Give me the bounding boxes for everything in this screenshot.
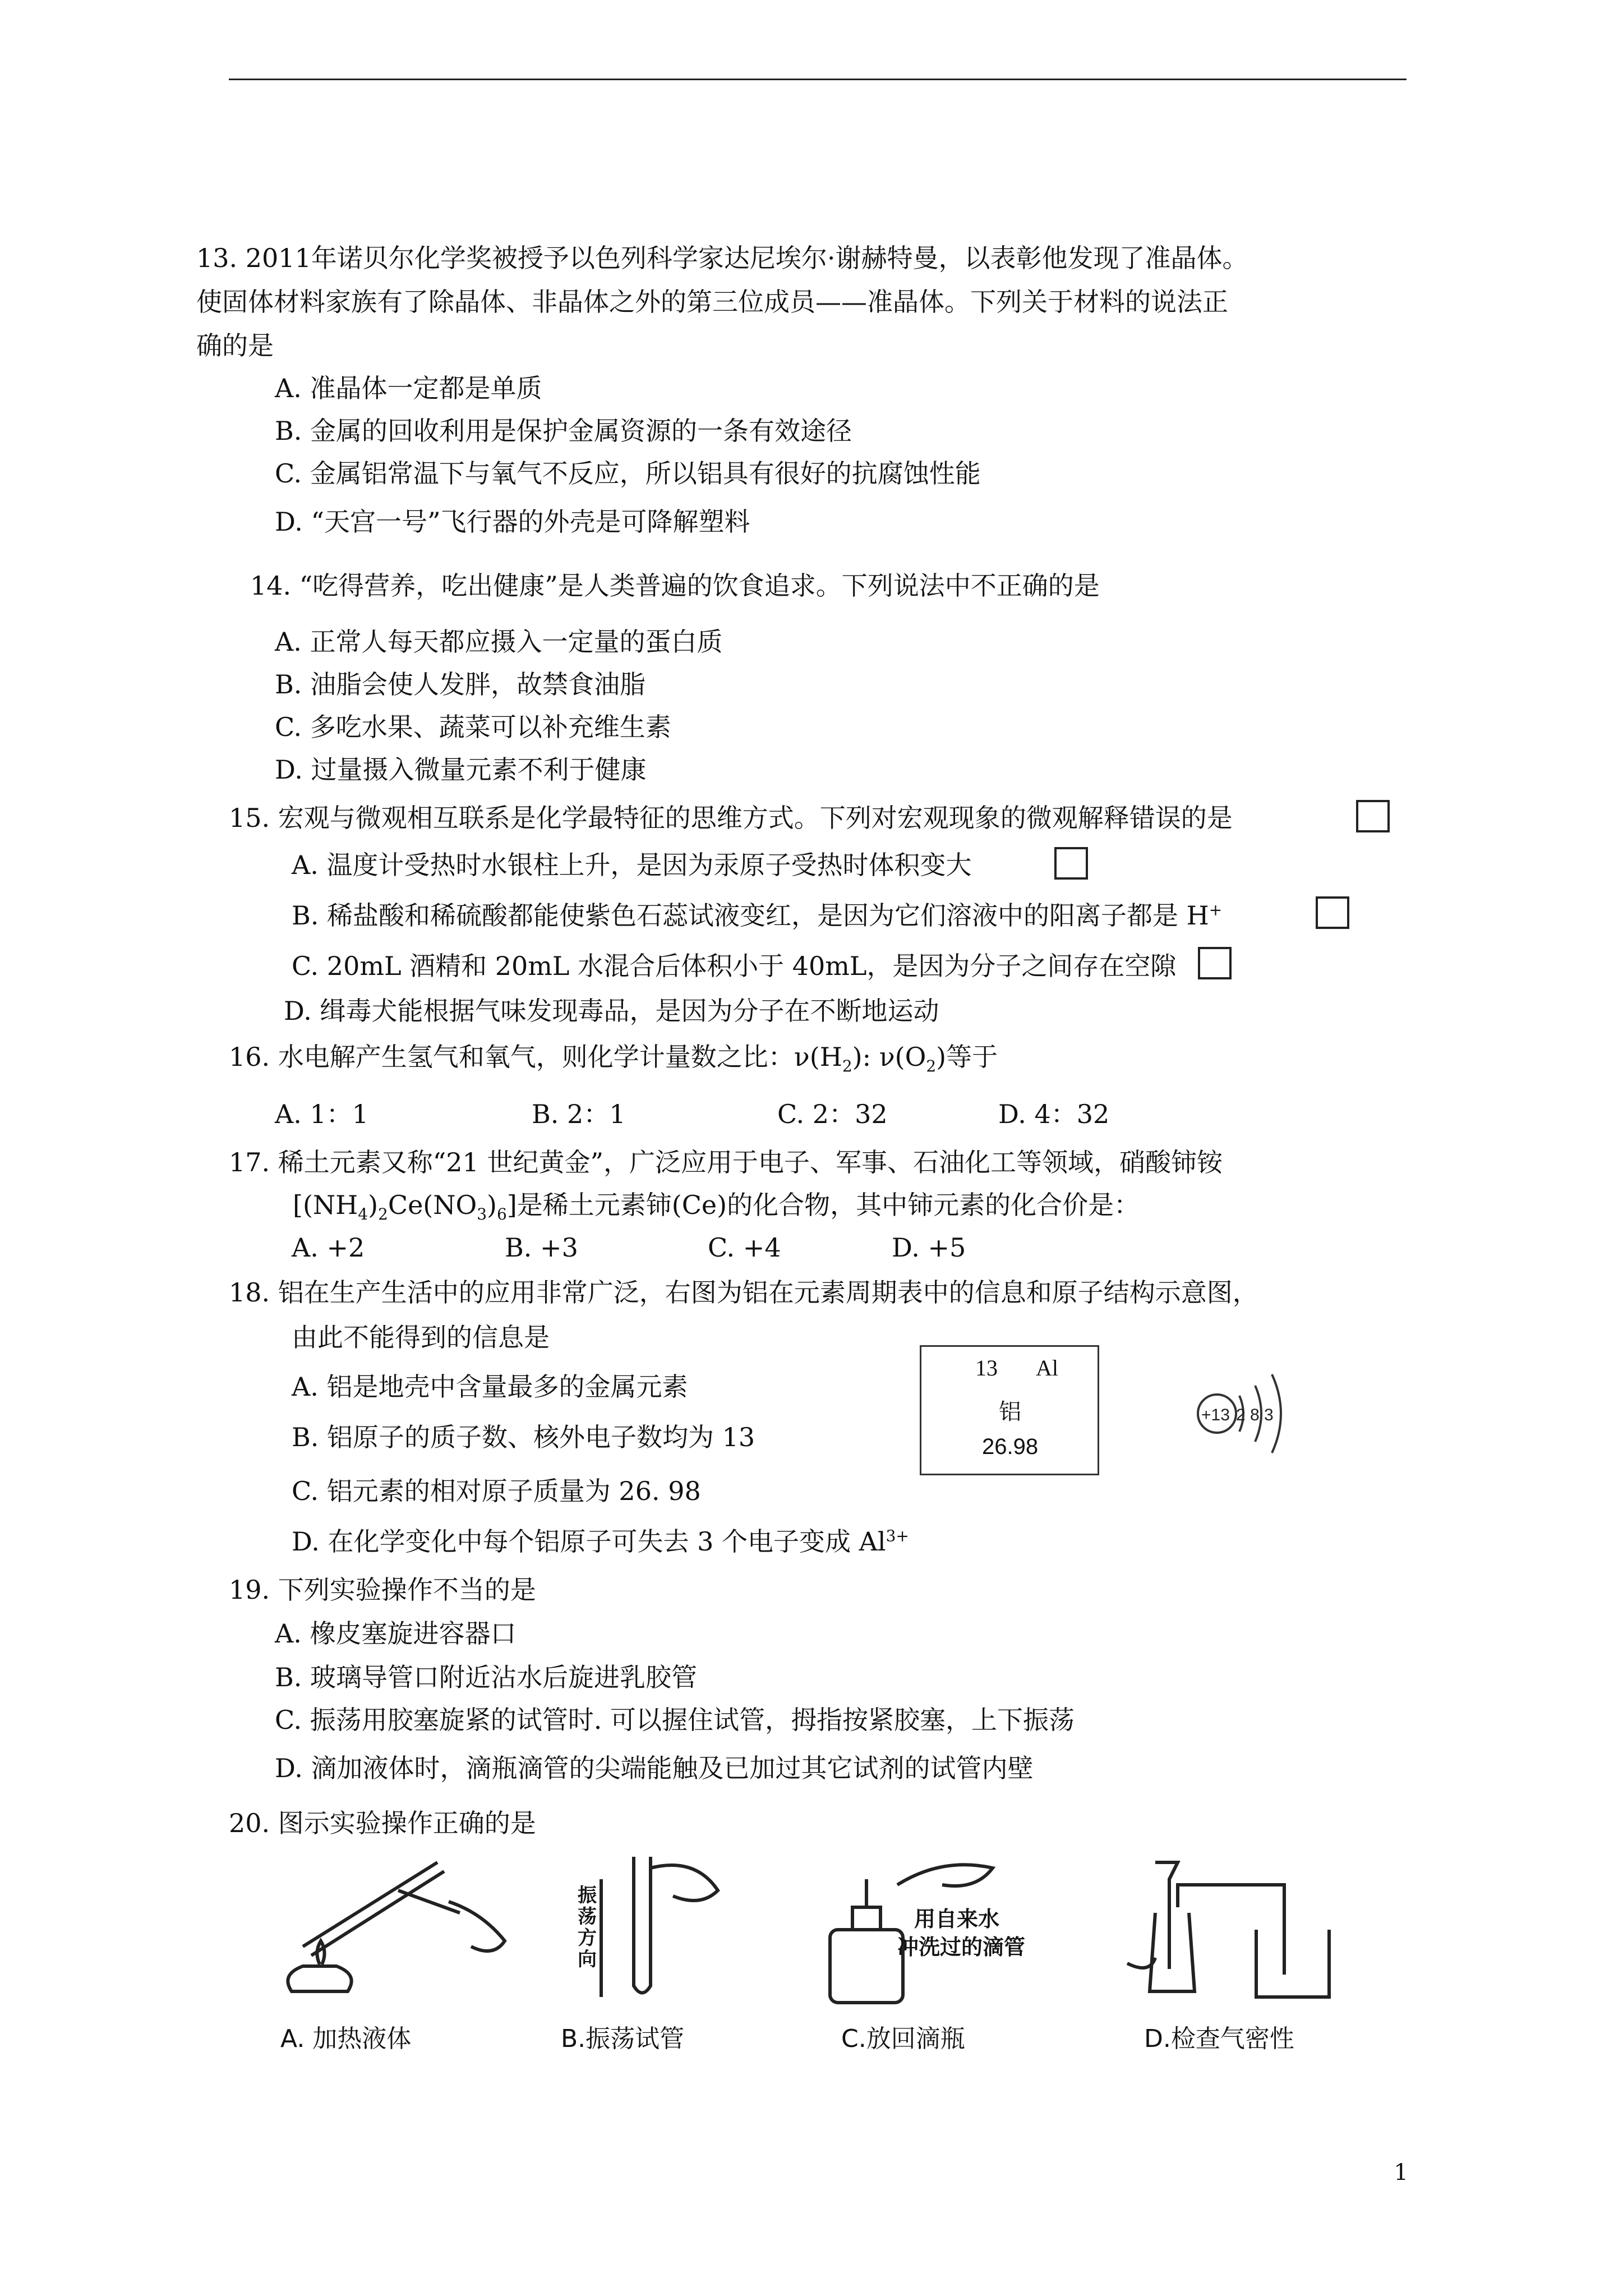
figure-b-caption: B.振荡试管 [561, 2024, 685, 2053]
q17-f5: ]是稀土元素铈(Ce)的化合物，其中铈元素的化合价是： [506, 1190, 1140, 1220]
nucleus-label: +13 [1201, 1406, 1230, 1424]
q15-option-b [292, 900, 1222, 931]
q19-option-b: B. 玻璃导管口附近沾水后旋进乳胶管 [275, 1662, 698, 1692]
q16-option-a: A. 1：1 [275, 1099, 368, 1129]
q16-option-b: B. 2：1 [532, 1099, 626, 1129]
q13-option-b: B. 金属的回收利用是保护金属资源的一条有效途径 [275, 416, 852, 446]
figure-a-caption: A. 加热液体 [280, 2024, 412, 2053]
q13-option-d: D. “天宫一号”飞行器的外壳是可降解塑料 [275, 507, 750, 537]
q18-d-sup: 3+ [886, 1526, 909, 1545]
figure-d-airtightness [1116, 1846, 1374, 2014]
q18-option-a: A. 铝是地壳中含量最多的金属元素 [292, 1372, 688, 1402]
atom-structure-diagram [1189, 1358, 1318, 1470]
q16-stem-pre: 16. 水电解产生氢气和氧气，则化学计量数之比：ν(H [229, 1042, 842, 1072]
q15-b-sup: + [1209, 900, 1223, 919]
dropper-bottle [830, 1930, 903, 2003]
q15-b-box[interactable] [1316, 896, 1349, 929]
q13-line1: 13. 2011年诺贝尔化学奖被授予以色列科学家达尼埃尔·谢赫特曼，以表彰他发现了准晶体。 [196, 243, 1248, 273]
header-rule [229, 79, 1407, 80]
element-cell-name: 铝 [999, 1399, 1021, 1425]
q17-option-b: B. +3 [505, 1232, 578, 1263]
q17-f1: [(NH [293, 1190, 358, 1220]
q16-stem [229, 1041, 998, 1076]
q17-f3: Ce(NO [388, 1190, 477, 1220]
q14-stem: 14. “吃得营养，吃出健康”是人类普遍的饮食追求。下列说法中不正确的是 [250, 570, 1100, 601]
q14-option-b: B. 油脂会使人发胖，故禁食油脂 [275, 669, 646, 700]
q19-option-a: A. 橡皮塞旋进容器口 [275, 1618, 517, 1649]
test-tube [303, 1862, 437, 1947]
q17-f2: ) [368, 1190, 379, 1220]
q15-c-box[interactable] [1198, 947, 1232, 979]
figure-d-caption: D.检查气密性 [1144, 2024, 1294, 2053]
q16-sub-h: 2 [842, 1057, 852, 1076]
q20-stem: 20. 图示实验操作正确的是 [229, 1808, 536, 1838]
bottle-neck [852, 1907, 880, 1930]
element-cell-symbol: Al [1036, 1355, 1058, 1381]
q15-option-d: D. 缉毒犬能根据气味发现毒品，是因为分子在不断地运动 [284, 996, 939, 1026]
element-cell [920, 1345, 1099, 1475]
hand [651, 1865, 718, 1901]
q17-sub3: 3 [477, 1205, 487, 1224]
q17-f4: ) [487, 1190, 497, 1220]
q18-d-text: D. 在化学变化中每个铝原子可失去 3 个电子变成 Al [292, 1526, 886, 1557]
figure-a-heating-liquid [269, 1846, 527, 2014]
q16-sub-o: 2 [926, 1057, 937, 1076]
q15-option-a: A. 温度计受热时水银柱上升，是因为汞原子受热时体积变大 [292, 850, 972, 880]
q16-option-c: C. 2：32 [777, 1099, 888, 1129]
figure-b-arrow-label: 振荡方向 [578, 1884, 597, 1971]
figure-c-note-2: 冲洗过的滴管 [897, 1935, 1026, 1959]
q15-answer-box[interactable] [1356, 800, 1390, 832]
q13-line3: 确的是 [196, 330, 274, 361]
shell-electrons: 2 8 3 [1236, 1406, 1274, 1424]
q19-stem: 19. 下列实验操作不当的是 [229, 1575, 536, 1605]
q18-option-c: C. 铝元素的相对原子质量为 26. 98 [292, 1476, 701, 1506]
q18-line1: 18. 铝在生产生活中的应用非常广泛，右图为铝在元素周期表中的信息和原子结构示意图， [229, 1277, 1258, 1308]
q14-option-d: D. 过量摄入微量元素不利于健康 [275, 754, 647, 785]
element-cell-number: 13 [975, 1355, 998, 1381]
hand [897, 1865, 993, 1886]
q17-option-a: A. +2 [292, 1232, 365, 1263]
q18-option-b: B. 铝原子的质子数、核外电子数均为 13 [292, 1422, 755, 1452]
q14-option-a: A. 正常人每天都应摄入一定量的蛋白质 [275, 627, 723, 657]
q18-line2: 由此不能得到的信息是 [292, 1322, 550, 1352]
figure-c-note-1: 用自来水 [914, 1907, 1000, 1931]
q16-stem-post: )等于 [936, 1042, 998, 1072]
page-number: 1 [1394, 2160, 1408, 2185]
q17-option-d: D. +5 [892, 1232, 966, 1263]
q19-option-d: D. 滴加液体时，滴瓶滴管的尖端能触及已加过其它试剂的试管内壁 [275, 1753, 1034, 1783]
test-tube [634, 1857, 651, 1993]
hand [449, 1902, 505, 1951]
flask [1150, 1913, 1195, 1991]
funnel [1155, 1862, 1178, 1969]
q15-b-text: B. 稀盐酸和稀硫酸都能使紫色石蕊试液变红，是因为它们溶液中的阳离子都是 H [292, 900, 1209, 931]
alcohol-lamp [288, 1966, 351, 1991]
figure-c-caption: C.放回滴瓶 [841, 2024, 965, 2053]
flame [317, 1941, 324, 1964]
q15-option-c: C. 20mL 酒精和 20mL 水混合后体积小于 40mL，是因为分子之间存在空隙 [292, 951, 1177, 981]
q18-option-d [292, 1526, 909, 1557]
q19-option-c: C. 振荡用胶塞旋紧的试管时. 可以握住试管，拇指按紧胶塞，上下振荡 [275, 1705, 1075, 1735]
q17-sub6: 6 [496, 1205, 507, 1224]
q16-option-d: D. 4：32 [998, 1099, 1110, 1129]
q15-a-box[interactable] [1054, 847, 1088, 880]
beaker [1256, 1930, 1329, 1997]
q13-option-c: C. 金属铝常温下与氧气不反应，所以铝具有很好的抗腐蚀性能 [275, 458, 981, 489]
q13-option-a: A. 准晶体一定都是单质 [275, 373, 542, 403]
q15-stem: 15. 宏观与微观相互联系是化学最特征的思维方式。下列对宏观现象的微观解释错误的是 [229, 803, 1233, 833]
q17-line2 [293, 1189, 1140, 1224]
element-cell-mass: 26.98 [982, 1434, 1039, 1459]
q13-line2: 使固体材料家族有了除晶体、非晶体之外的第三位成员——准晶体。下列关于材料的说法正 [196, 287, 1228, 317]
q17-line1: 17. 稀土元素又称“21 世纪黄金”，广泛应用于电子、军事、石油化工等领域，硝酸铈铵 [229, 1147, 1223, 1177]
q14-option-c: C. 多吃水果、蔬菜可以补充维生素 [275, 712, 671, 742]
q17-sub2: 2 [378, 1205, 388, 1224]
q16-stem-mid: ): ν(O [852, 1042, 926, 1072]
q17-sub4: 4 [358, 1205, 368, 1224]
q17-option-c: C. +4 [708, 1232, 781, 1263]
